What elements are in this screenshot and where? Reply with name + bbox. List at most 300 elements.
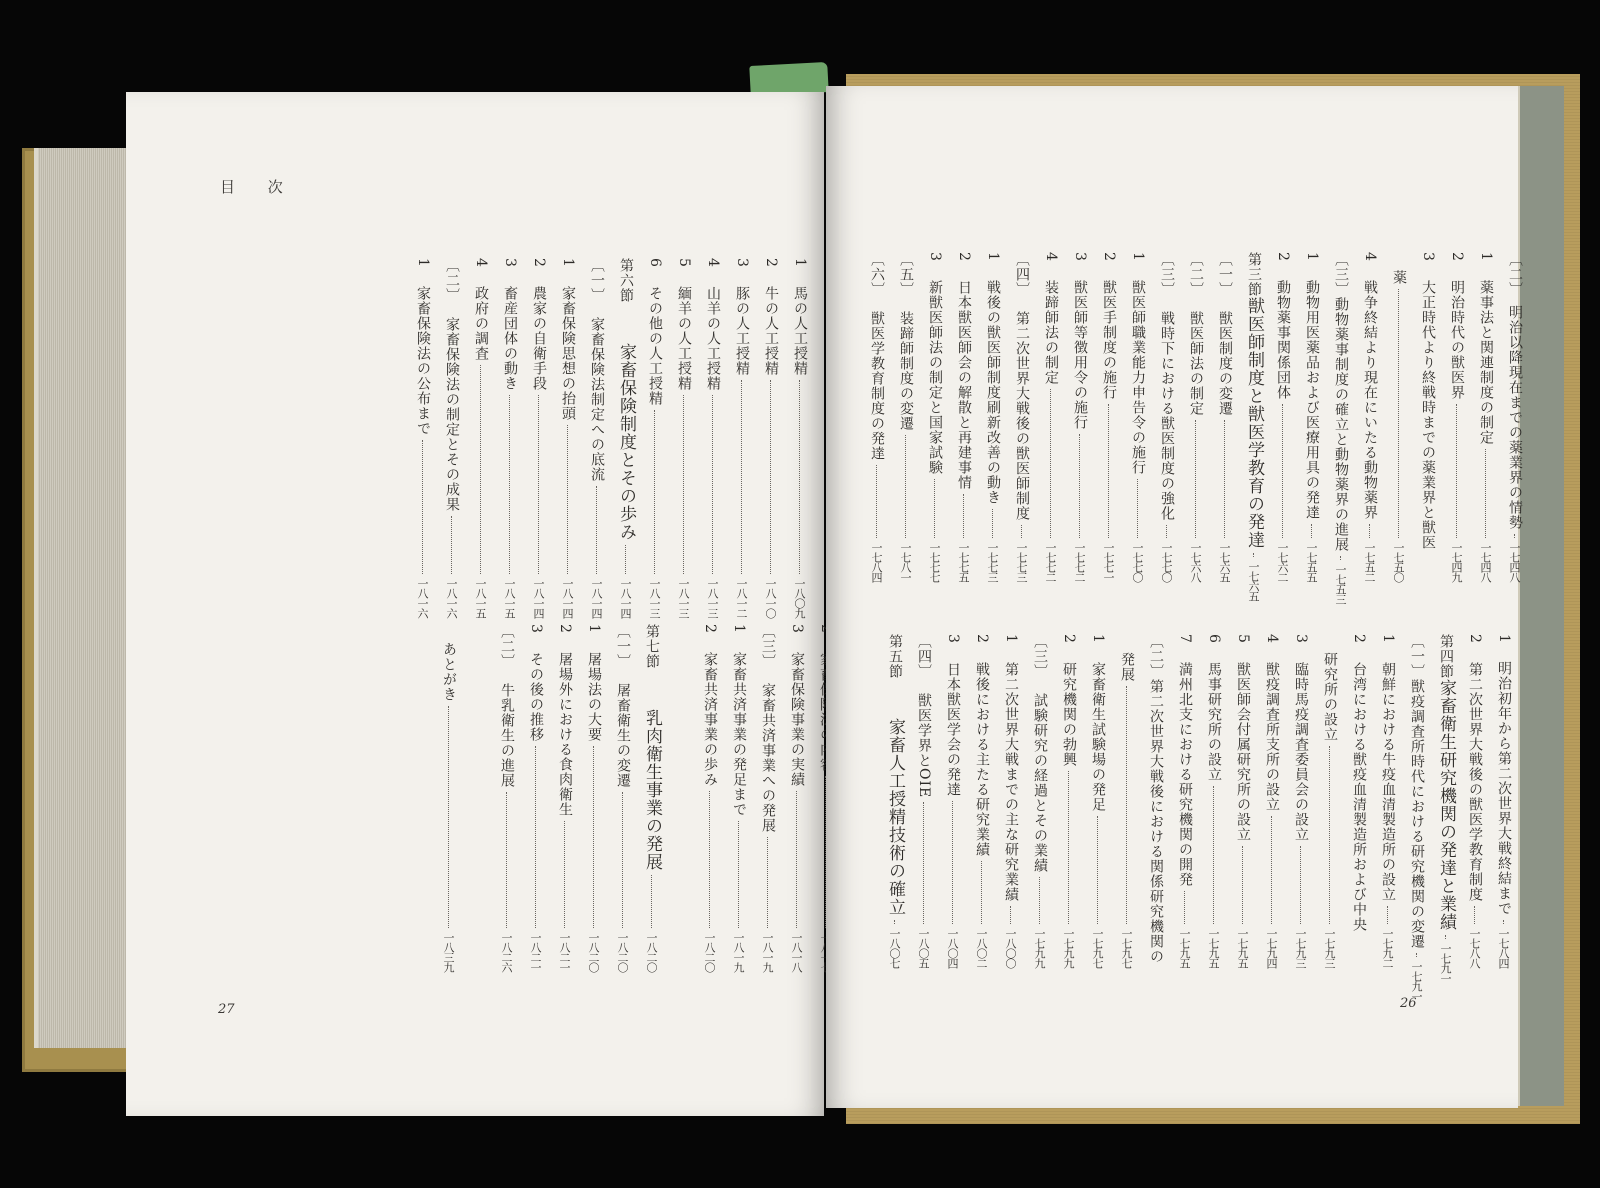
toc-entry-number: 1 bbox=[1478, 252, 1494, 262]
toc-entry[interactable] bbox=[1500, 252, 1529, 582]
toc-page-number: 一七五三 bbox=[1334, 564, 1347, 604]
toc-entry-number: 〔三〕 bbox=[1032, 634, 1048, 679]
toc-leader bbox=[1456, 404, 1457, 538]
toc-entry-title: 家畜共済事業の発足まで bbox=[731, 651, 747, 817]
toc-page-number: 一八一九 bbox=[732, 932, 745, 972]
toc-page-number: 一八〇七 bbox=[888, 928, 901, 968]
toc-entry-title: 動物薬事関係団体 bbox=[1275, 279, 1291, 400]
toc-page-number: 一八一九 bbox=[761, 932, 774, 972]
toc-entry[interactable] bbox=[434, 624, 463, 972]
toc-entry-number: 2 bbox=[1101, 252, 1117, 262]
toc-entry-title: 研究機関の勃興 bbox=[1061, 661, 1077, 767]
toc-leader bbox=[1416, 953, 1417, 957]
toc-leader bbox=[1340, 556, 1341, 560]
toc-entry-title: 屠場法の大要 bbox=[586, 651, 602, 742]
toc-entry-title: 家畜人工授精技術の確立 bbox=[885, 718, 905, 916]
toc-entry[interactable] bbox=[1228, 634, 1257, 968]
toc-entry-number: 〔二〕 bbox=[499, 624, 515, 669]
toc-entry[interactable] bbox=[466, 258, 495, 618]
toc-entry-number: 2 bbox=[1351, 634, 1367, 644]
toc-entry-number: 第三節 bbox=[1246, 252, 1262, 297]
toc-entry-title-cont: 薬 bbox=[1391, 270, 1407, 285]
toc-entry-title: 獣疫調査所支所の設立 bbox=[1264, 661, 1280, 812]
toc-entry[interactable] bbox=[1257, 634, 1286, 968]
page-number: 26 bbox=[1400, 996, 1417, 1011]
toc-leader bbox=[622, 792, 623, 928]
toc-entry[interactable] bbox=[669, 258, 698, 618]
toc-page-number: 一七九五 bbox=[1178, 928, 1191, 968]
toc-entry-number: 3 bbox=[528, 624, 544, 634]
toc-entry-title: 牛乳衛生の進展 bbox=[499, 683, 515, 788]
toc-entry-number: 2 bbox=[531, 258, 547, 268]
toc-entry[interactable] bbox=[1036, 252, 1065, 582]
toc-entry-title: 家畜保険法の制定とその成果 bbox=[444, 317, 460, 512]
toc-page-number: 一七六五 bbox=[1247, 561, 1260, 601]
toc-entry-title: 家畜保険事業の実績 bbox=[789, 651, 805, 787]
toc-page-number: 一八一三 bbox=[677, 578, 690, 618]
toc-page-number: 一七七二 bbox=[1073, 542, 1086, 582]
toc-entry[interactable] bbox=[862, 252, 891, 582]
running-header: 目 次 bbox=[220, 178, 297, 196]
toc-page-number: 一七九四 bbox=[1265, 928, 1278, 968]
toc-entry-number: 3 bbox=[789, 624, 805, 634]
toc-entry-title: 山羊の人工授精 bbox=[705, 285, 721, 391]
toc-entry-number: 4 bbox=[473, 258, 489, 268]
toc-entry[interactable] bbox=[753, 624, 782, 972]
toc-entry-number: 1 bbox=[792, 258, 808, 268]
toc-entry[interactable] bbox=[524, 258, 553, 618]
toc-entry-number: 第四節 bbox=[1438, 634, 1454, 679]
toc-entry-number: 5 bbox=[676, 258, 692, 268]
toc-page-number: 一八二一 bbox=[558, 932, 571, 972]
toc-entry-number: 2 bbox=[1275, 252, 1291, 262]
toc-page-number: 一七五五 bbox=[1305, 542, 1318, 582]
toc-entry-title: 明治時代の獣医界 bbox=[1449, 279, 1465, 400]
toc-entry-number: 2 bbox=[956, 252, 972, 262]
toc-spacer bbox=[463, 624, 492, 972]
toc-page-number: 一七六八 bbox=[1189, 542, 1202, 582]
toc-block-top bbox=[408, 258, 814, 618]
toc-entry-title: 獣医制度の変遷 bbox=[1217, 311, 1233, 416]
toc-entry[interactable] bbox=[1025, 634, 1054, 968]
toc-entry[interactable] bbox=[1054, 634, 1083, 968]
toc-entry[interactable] bbox=[1065, 252, 1094, 582]
toc-entry-number: 2 bbox=[1061, 634, 1077, 644]
toc-entry-title: 畜産団体の動き bbox=[502, 285, 518, 391]
toc-entry-number: 1 bbox=[1130, 252, 1146, 262]
toc-entry[interactable] bbox=[978, 252, 1007, 582]
toc-leader bbox=[1010, 906, 1011, 924]
toc-leader bbox=[1126, 686, 1127, 924]
toc-entry-title: 家畜保険思想の抬頭 bbox=[560, 285, 576, 421]
toc-entry-title: 第二次世界大戦までの主な研究業績 bbox=[1003, 661, 1019, 902]
toc-entry-number: 3 bbox=[502, 258, 518, 268]
toc-leader bbox=[894, 920, 895, 924]
toc-page-number: 一七七〇 bbox=[1131, 542, 1144, 582]
toc-block-top bbox=[862, 252, 1529, 604]
toc-leader bbox=[1213, 786, 1214, 924]
toc-entry-number: 〔三〕 bbox=[760, 624, 776, 669]
toc-entry-title: 獣医師法の制定 bbox=[1188, 311, 1204, 416]
toc-page-number: 一七七二 bbox=[1044, 542, 1057, 582]
toc-page-number: 一七九二 bbox=[1381, 928, 1394, 968]
toc-leader bbox=[796, 791, 797, 928]
toc-entry-number: 〔四〕 bbox=[916, 634, 932, 679]
toc-entry-number: 〔二〕 bbox=[1148, 634, 1164, 679]
toc-entry-title: 家畜共済事業への発展 bbox=[760, 683, 776, 833]
toc-entry-title: 家畜保険法制定への底流 bbox=[589, 317, 605, 482]
toc-leader bbox=[1445, 935, 1446, 939]
toc-entry[interactable] bbox=[1094, 252, 1123, 582]
toc-leader bbox=[799, 380, 800, 574]
toc-page-number: 一七四九 bbox=[1450, 542, 1463, 582]
toc-page-number: 一八一四 bbox=[619, 578, 632, 618]
toc-entry-number: 6 bbox=[1206, 634, 1222, 644]
toc-entry[interactable] bbox=[1199, 634, 1228, 968]
toc-leader bbox=[1311, 524, 1312, 538]
toc-leader bbox=[564, 821, 565, 928]
toc-leader bbox=[1108, 404, 1109, 538]
toc-entry[interactable] bbox=[1489, 634, 1518, 968]
toc-entry[interactable] bbox=[880, 634, 909, 968]
toc-page-number: 一八〇五 bbox=[917, 928, 930, 968]
toc-entry-title: 牛の人工授精 bbox=[763, 285, 779, 376]
toc-leader bbox=[1253, 553, 1254, 557]
toc-entry[interactable] bbox=[550, 624, 579, 972]
endpaper bbox=[1518, 86, 1564, 1106]
toc-entry-title: その後の推移 bbox=[528, 651, 544, 742]
toc-entry-number: 第五節 bbox=[887, 634, 903, 679]
toc-entry-number: 3 bbox=[927, 252, 943, 262]
toc-entry-number: 1 bbox=[415, 258, 431, 268]
toc-entry[interactable] bbox=[1431, 634, 1460, 983]
toc-entry[interactable] bbox=[495, 258, 524, 618]
toc-entry[interactable] bbox=[1344, 634, 1373, 968]
page-edge-stack bbox=[34, 148, 136, 1048]
toc-entry-title: 家畜保険法の公布まで bbox=[415, 285, 431, 436]
toc-page-number: 一七七三 bbox=[986, 542, 999, 582]
toc-entry-title: 獣疫調査所時代における研究機関の変遷 bbox=[1409, 679, 1425, 949]
toc-entry-number: 3 bbox=[1072, 252, 1088, 262]
toc-entry[interactable] bbox=[1141, 634, 1170, 968]
toc-leader bbox=[981, 861, 982, 924]
toc-page-number: 一七七七 bbox=[928, 542, 941, 582]
toc-leader bbox=[535, 746, 536, 928]
toc-page-number: 一七九七 bbox=[1120, 928, 1133, 968]
toc-leader bbox=[1021, 525, 1022, 538]
toc-entry[interactable] bbox=[1007, 252, 1036, 582]
toc-leader bbox=[1369, 524, 1370, 538]
toc-entry[interactable] bbox=[611, 258, 640, 618]
toc-entry[interactable] bbox=[698, 258, 727, 618]
toc-leader bbox=[480, 365, 481, 574]
toc-entry-title: 動物薬事制度の確立と動物薬界の進展 bbox=[1333, 297, 1349, 552]
toc-page-number: 一七七五 bbox=[957, 542, 970, 582]
toc-entry-title: 豚の人工授精 bbox=[734, 285, 750, 376]
toc-leader bbox=[1039, 877, 1040, 924]
toc-entry-number: 4 bbox=[1362, 252, 1378, 262]
toc-entry-title: 日本獣医学会の発達 bbox=[945, 661, 961, 797]
toc-entry-title: 家畜共済事業の歩み bbox=[702, 651, 718, 787]
toc-entry-number: 〔三〕 bbox=[1333, 252, 1349, 297]
toc-entry[interactable] bbox=[1373, 634, 1402, 968]
toc-leader bbox=[625, 545, 626, 574]
toc-leader bbox=[683, 395, 684, 574]
toc-entry-number: 5 bbox=[1235, 634, 1251, 644]
toc-entry-number: 〔一〕 bbox=[615, 624, 631, 669]
toc-entry-title: 獣医手制度の施行 bbox=[1101, 279, 1117, 400]
toc-page-number: 一七九一 bbox=[1410, 961, 1423, 1001]
toc-leader bbox=[538, 395, 539, 574]
toc-entry[interactable] bbox=[785, 258, 814, 618]
toc-page-number: 一八一六 bbox=[445, 578, 458, 618]
toc-entry-title: 獣医学界とOIE bbox=[916, 693, 932, 799]
toc-entry[interactable] bbox=[437, 258, 466, 618]
toc-leader bbox=[1485, 449, 1486, 538]
toc-entry-number: 1 bbox=[1380, 634, 1396, 644]
toc-leader bbox=[1079, 434, 1080, 538]
toc-leader bbox=[1242, 846, 1243, 924]
toc-entry-title: 戦時下における獣医制度の強化 bbox=[1159, 311, 1175, 521]
toc-page-number: 一八二〇 bbox=[587, 932, 600, 972]
toc-leader bbox=[651, 875, 652, 928]
toc-leader bbox=[709, 791, 710, 928]
toc-entry[interactable] bbox=[1355, 252, 1384, 582]
toc-entry-title: あとがき bbox=[441, 642, 457, 702]
toc-entry[interactable] bbox=[1402, 634, 1431, 1001]
toc-entry[interactable] bbox=[1239, 252, 1268, 601]
toc-page-number: 一七八八 bbox=[1468, 928, 1481, 968]
toc-entry-number: 1 bbox=[560, 258, 576, 268]
toc-entry-continuation bbox=[1112, 634, 1141, 968]
toc-entry[interactable] bbox=[1413, 252, 1442, 582]
toc-entry[interactable] bbox=[1442, 252, 1471, 582]
toc-entry-title: 日本獣医師会の解散と再建事情 bbox=[956, 279, 972, 490]
toc-entry[interactable] bbox=[582, 258, 611, 618]
toc-leader bbox=[1387, 906, 1388, 924]
toc-entry-title: 第二次世界大戦後の獣医師制度 bbox=[1014, 311, 1030, 521]
toc-leader bbox=[1068, 771, 1069, 924]
toc-entry-title: 家畜保険制度とその歩み bbox=[616, 343, 636, 541]
toc-page-number: 一七九三 bbox=[1323, 928, 1336, 968]
toc-entry-number: 4 bbox=[1264, 634, 1280, 644]
toc-leader bbox=[1282, 404, 1283, 538]
toc-leader bbox=[963, 494, 964, 538]
toc-entry[interactable] bbox=[996, 634, 1025, 968]
toc-leader bbox=[905, 435, 906, 538]
toc-entry[interactable] bbox=[727, 258, 756, 618]
right-page bbox=[826, 86, 1523, 1108]
toc-entry-title: 戦後における主たる研究業績 bbox=[974, 661, 990, 857]
toc-leader bbox=[767, 837, 768, 928]
toc-entry-title: その他の人工授精 bbox=[647, 285, 663, 406]
toc-entry[interactable] bbox=[1210, 252, 1239, 582]
toc-entry-title: 屠場外における食肉衛生 bbox=[557, 651, 573, 817]
toc-entry-number: 3 bbox=[734, 258, 750, 268]
toc-leader bbox=[1195, 420, 1196, 538]
toc-page-number: 一八〇九 bbox=[793, 578, 806, 618]
toc-page-number: 一八一六 bbox=[416, 578, 429, 618]
toc-leader bbox=[1097, 816, 1098, 924]
toc-entry[interactable] bbox=[1170, 634, 1199, 968]
toc-leader bbox=[509, 395, 510, 574]
toc-page-number: 一七九五 bbox=[1207, 928, 1220, 968]
toc-page-number: 一七四八 bbox=[1479, 542, 1492, 582]
toc-entry-number: 7 bbox=[1177, 634, 1193, 644]
toc-entry-title: 動物用医薬品および医療用具の発達 bbox=[1304, 279, 1320, 520]
toc-page-number: 一八一五 bbox=[503, 578, 516, 618]
toc-entry[interactable] bbox=[891, 252, 920, 582]
toc-leader bbox=[451, 516, 452, 574]
toc-page-number: 一八一八 bbox=[790, 932, 803, 972]
toc-entry-title: 試験研究の経過とその業績 bbox=[1032, 693, 1048, 873]
toc-page-number: 一八二〇 bbox=[616, 932, 629, 972]
toc-page-number: 一八二一 bbox=[529, 932, 542, 972]
toc-entry-title: 明治初年から第二次世界大戦終結まで bbox=[1496, 661, 1512, 916]
toc-entry[interactable] bbox=[938, 634, 967, 968]
toc-entry-title: 第二次世界大戦後における関係研究機関の bbox=[1148, 679, 1164, 964]
toc-entry-title: 獣医師会付属研究所の設立 bbox=[1235, 661, 1251, 842]
toc-page-number: 一七九九 bbox=[1033, 928, 1046, 968]
toc-entry[interactable] bbox=[553, 258, 582, 618]
toc-page-number: 一七七三 bbox=[1015, 542, 1028, 582]
toc-entry[interactable] bbox=[640, 258, 669, 618]
toc-entry-number: 2 bbox=[557, 624, 573, 634]
toc-entry-number: 3 bbox=[1420, 252, 1436, 262]
toc-entry-title: 獣医師等徴用令の施行 bbox=[1072, 279, 1088, 430]
toc-entry[interactable] bbox=[1268, 252, 1297, 582]
toc-page-number: 一七五二 bbox=[1363, 542, 1376, 582]
toc-block-bottom bbox=[880, 634, 1518, 1001]
toc-leader bbox=[1184, 891, 1185, 924]
toc-entry[interactable] bbox=[1471, 252, 1500, 582]
toc-page-number: 一七九一 bbox=[1439, 943, 1452, 983]
toc-entry[interactable] bbox=[782, 624, 811, 972]
toc-leader bbox=[1300, 846, 1301, 924]
toc-leader bbox=[934, 479, 935, 538]
toc-page-number: 一七九三 bbox=[1294, 928, 1307, 968]
toc-entry-number: 2 bbox=[702, 624, 718, 634]
toc-leader bbox=[741, 380, 742, 574]
toc-entry[interactable] bbox=[949, 252, 978, 582]
toc-entry[interactable] bbox=[1286, 634, 1315, 968]
toc-entry-title: 満州北支における研究機関の開発 bbox=[1177, 661, 1193, 887]
toc-entry-title: 薬事法と関連制度の制定 bbox=[1478, 279, 1494, 445]
toc-entry-title: 戦争終結より現在にいたる動物薬界 bbox=[1362, 279, 1378, 520]
toc-leader bbox=[1329, 746, 1330, 924]
toc-page-number: 一八二〇 bbox=[645, 932, 658, 972]
toc-entry[interactable] bbox=[724, 624, 753, 972]
toc-page-number: 一八一三 bbox=[648, 578, 661, 618]
toc-entry[interactable] bbox=[695, 624, 724, 972]
toc-entry[interactable] bbox=[756, 258, 785, 618]
toc-page-number: 一八〇二 bbox=[975, 928, 988, 968]
toc-entry-title: 第二次世界大戦後の獣医学教育制度 bbox=[1467, 661, 1483, 902]
toc-entry-number: 第六節 bbox=[618, 258, 634, 303]
toc-page-number: 一七四八 bbox=[1508, 542, 1521, 582]
toc-entry-number: 1 bbox=[1496, 634, 1512, 644]
toc-block-bottom bbox=[434, 624, 840, 972]
toc-entry-number: 1 bbox=[586, 624, 602, 634]
toc-entry-number: 〔一〕 bbox=[1217, 252, 1233, 297]
toc-entry[interactable] bbox=[408, 258, 437, 618]
toc-page-number: 一七六五 bbox=[1218, 542, 1231, 582]
toc-page-number: 一八二〇 bbox=[703, 932, 716, 972]
toc-leader bbox=[1514, 534, 1515, 538]
toc-page-number: 一七九五 bbox=[1236, 928, 1249, 968]
toc-leader bbox=[770, 380, 771, 574]
toc-entry-number: 4 bbox=[705, 258, 721, 268]
toc-entry[interactable] bbox=[920, 252, 949, 582]
toc-entry-title: 屠畜衛生の変遷 bbox=[615, 683, 631, 788]
bookmark-tab[interactable] bbox=[749, 62, 828, 96]
toc-page-number: 一七七一 bbox=[1102, 542, 1115, 582]
toc-page-number: 一七八一 bbox=[899, 542, 912, 582]
toc-leader bbox=[712, 395, 713, 574]
toc-page-number: 一七八四 bbox=[1497, 928, 1510, 968]
toc-leader bbox=[923, 802, 924, 924]
toc-leader bbox=[422, 440, 423, 574]
toc-page-number: 一八一四 bbox=[590, 578, 603, 618]
toc-leader bbox=[448, 706, 449, 928]
toc-entry[interactable] bbox=[967, 634, 996, 968]
toc-leader bbox=[1474, 906, 1475, 924]
toc-entry-number: 〔二〕 bbox=[444, 258, 460, 303]
toc-entry-title-cont: 発展 bbox=[1119, 652, 1135, 682]
toc-entry-number: 1 bbox=[1304, 252, 1320, 262]
toc-entry[interactable] bbox=[1460, 634, 1489, 968]
toc-entry-number: 〔六〕 bbox=[869, 252, 885, 297]
toc-entry-title: 臨時馬疫調査委員会の設立 bbox=[1293, 661, 1309, 842]
toc-entry[interactable] bbox=[1123, 252, 1152, 582]
toc-entry-number: 2 bbox=[763, 258, 779, 268]
toc-leader bbox=[593, 746, 594, 928]
toc-entry-number: 〔二〕 bbox=[1188, 252, 1204, 297]
toc-page-number: 一八三九 bbox=[442, 932, 455, 972]
toc-entry[interactable] bbox=[1152, 252, 1181, 582]
toc-entry-number: 4 bbox=[1043, 252, 1059, 262]
toc-entry-number: 2 bbox=[1467, 634, 1483, 644]
left-page bbox=[126, 92, 824, 1116]
toc-leader bbox=[596, 486, 597, 574]
toc-entry[interactable] bbox=[637, 624, 666, 972]
toc-entry[interactable] bbox=[579, 624, 608, 972]
toc-page-number: 一七六二 bbox=[1276, 542, 1289, 582]
toc-entry-number: 〔三〕 bbox=[1159, 252, 1175, 297]
toc-entry-title: 装蹄師制度の変遷 bbox=[898, 311, 914, 431]
toc-entry[interactable] bbox=[1297, 252, 1326, 582]
toc-entry[interactable] bbox=[1326, 252, 1355, 604]
toc-entry-title: 大正時代より終戦時までの薬業界と獣医 bbox=[1420, 279, 1436, 550]
toc-entry[interactable] bbox=[521, 624, 550, 972]
toc-entry-title-cont: 研究所の設立 bbox=[1322, 652, 1338, 742]
toc-entry-number: 〔一〕 bbox=[1409, 634, 1425, 679]
toc-page-number: 一七九七 bbox=[1091, 928, 1104, 968]
toc-entry[interactable] bbox=[492, 624, 521, 972]
toc-leader bbox=[876, 465, 877, 538]
toc-page-number: 一七五〇 bbox=[1392, 542, 1405, 582]
toc-entry[interactable] bbox=[1181, 252, 1210, 582]
toc-entry[interactable] bbox=[608, 624, 637, 972]
toc-entry-number: 第七節 bbox=[644, 624, 660, 669]
toc-page-number: 一七八四 bbox=[870, 542, 883, 582]
toc-entry[interactable] bbox=[1083, 634, 1112, 968]
toc-leader bbox=[952, 801, 953, 924]
toc-page-number: 一八一〇 bbox=[764, 578, 777, 618]
toc-leader bbox=[1503, 920, 1504, 924]
toc-entry[interactable] bbox=[909, 634, 938, 968]
toc-entry-number: 〔五〕 bbox=[898, 252, 914, 297]
